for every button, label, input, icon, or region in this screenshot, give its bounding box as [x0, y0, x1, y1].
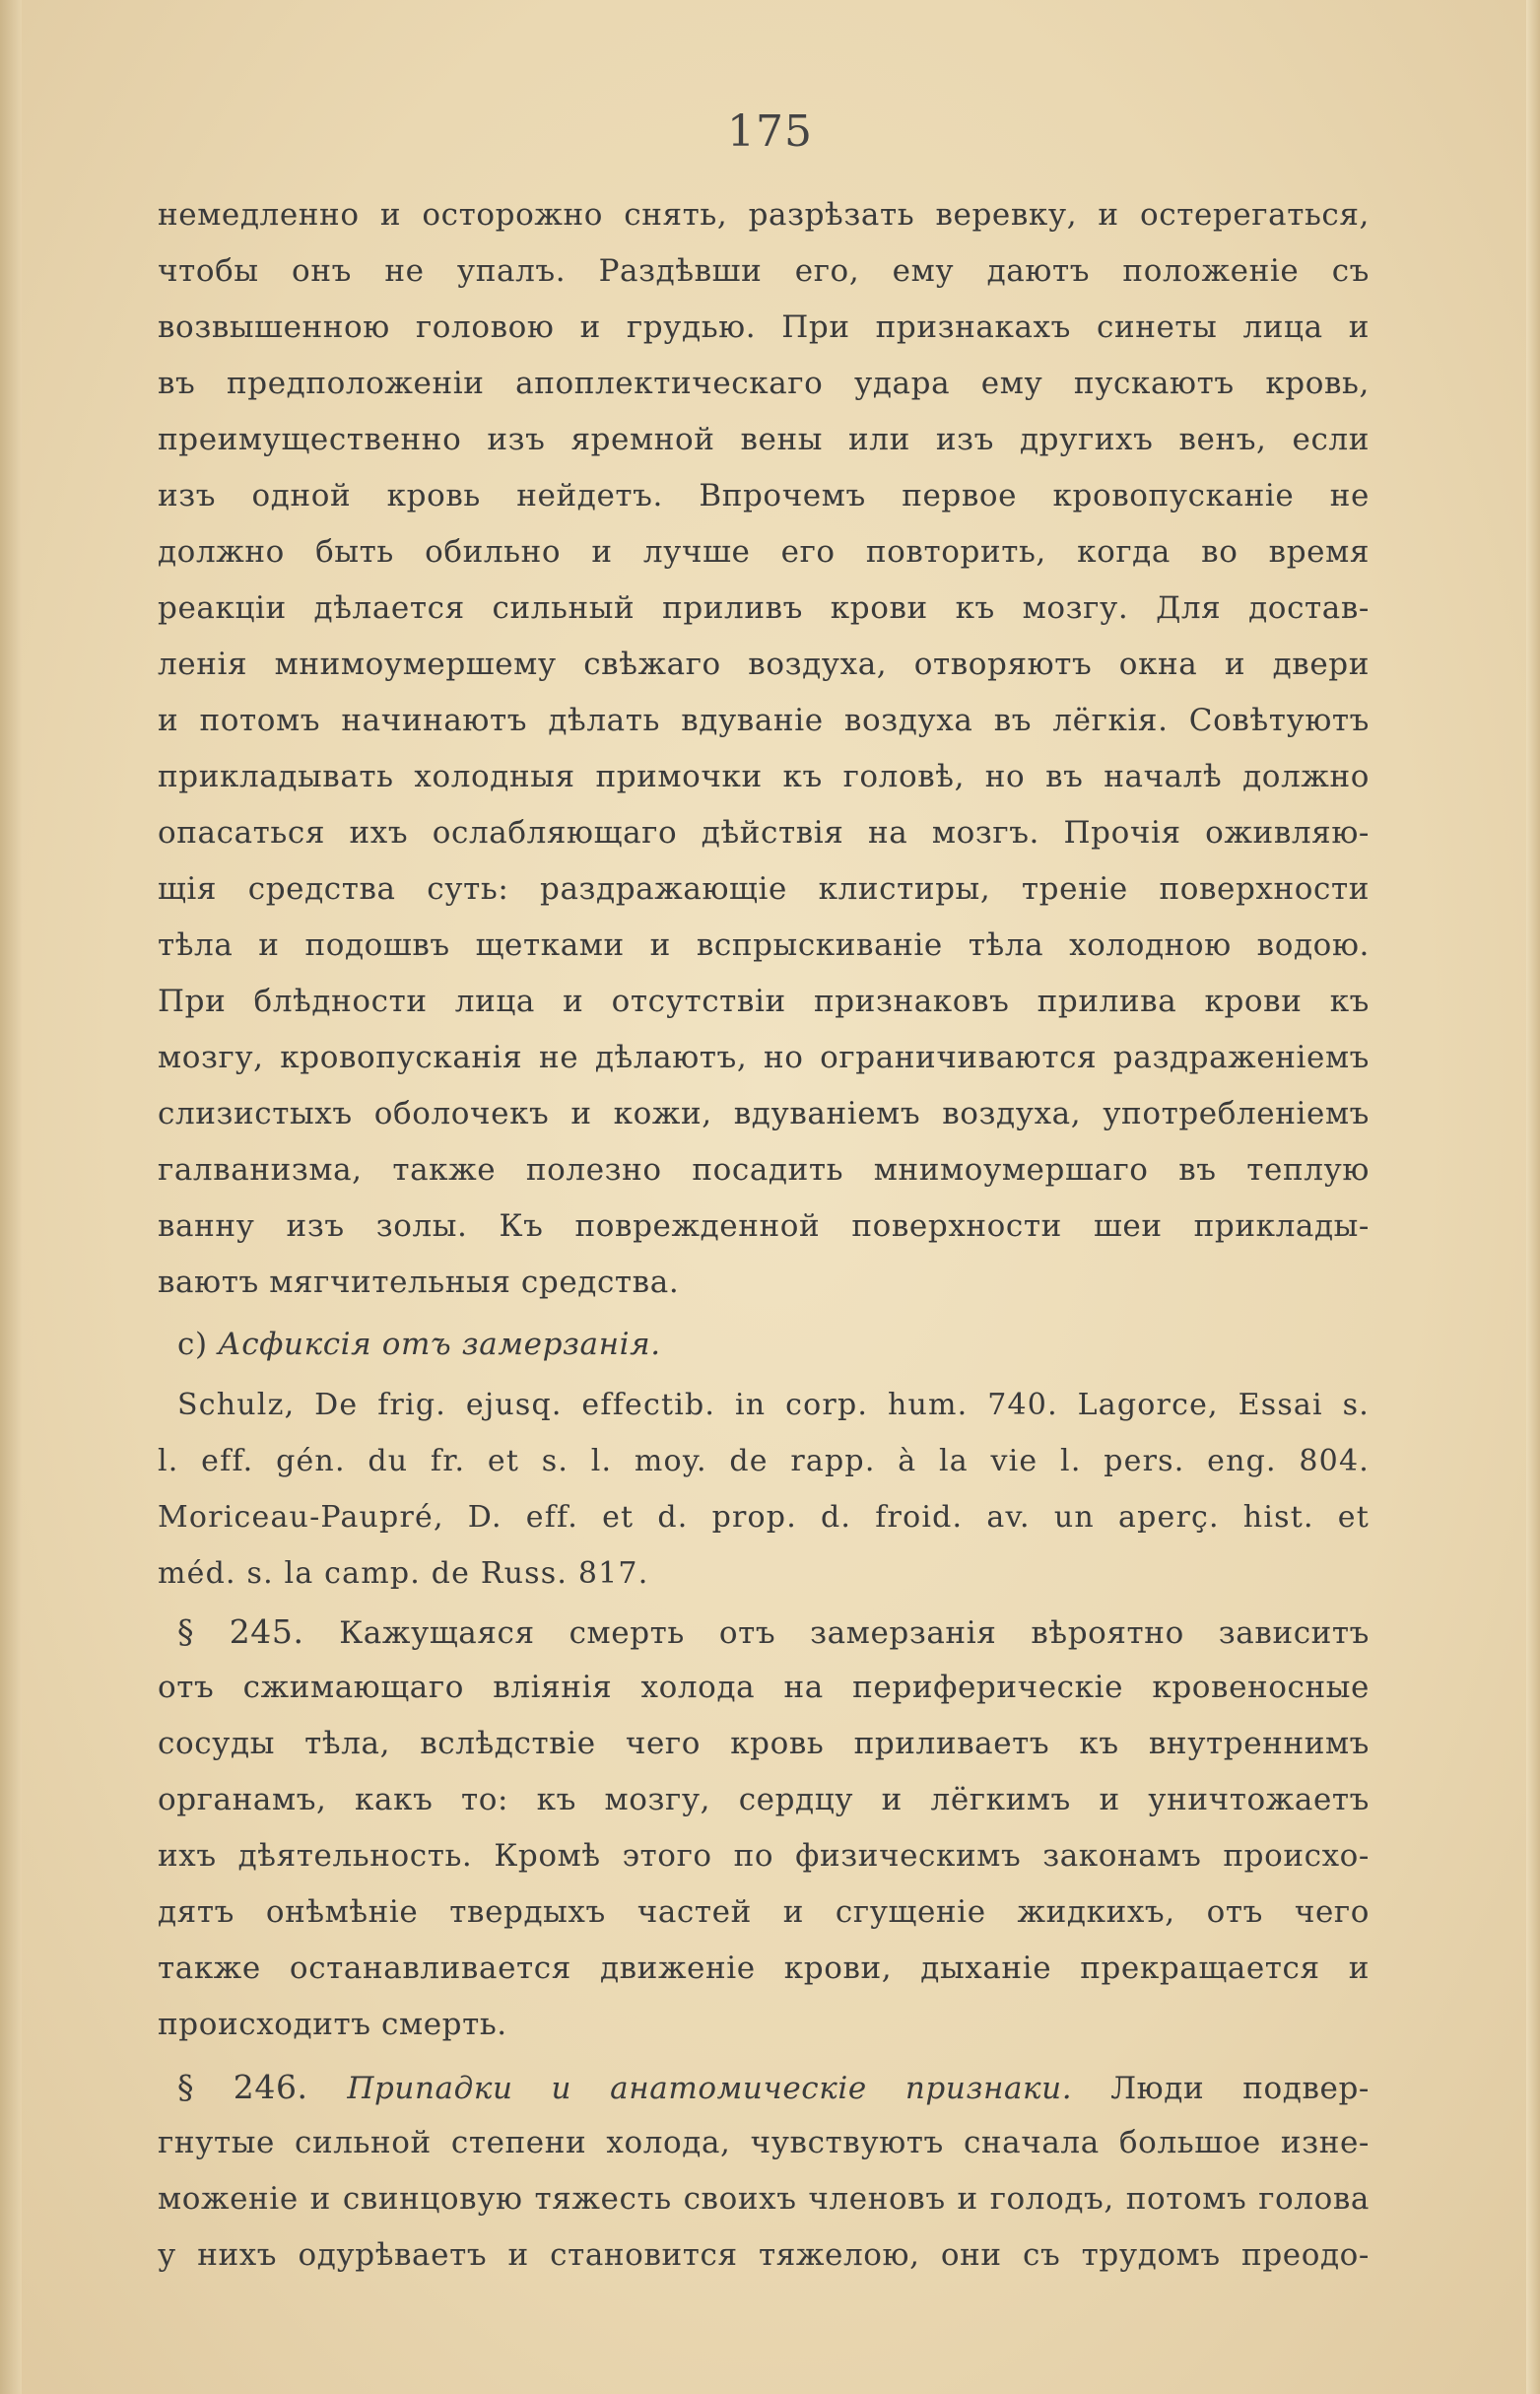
paragraph-heading: Припадки и анатомическіе признаки.	[347, 2071, 1111, 2106]
text-line	[158, 1604, 1370, 1660]
text-line: немедленно и осторожно снять, разрѣзать веревку, и остерегаться,	[158, 197, 1370, 233]
section-c-letter: c)	[177, 1327, 208, 1362]
text-line: мозгу, кровопусканія не дѣлаютъ, но ограничиваются раздраженіемъ	[158, 1040, 1370, 1075]
text-line: органамъ, какъ то: къ мозгу, сердцу и лёгкимъ и уничтожаетъ	[158, 1782, 1370, 1817]
text-line: также останавливается движеніе крови, дыханіе прекращается и	[158, 1950, 1370, 1986]
references	[158, 1377, 1370, 1602]
text-line: изъ одной кровь нейдетъ. Впрочемъ первое кровопусканіе не	[158, 478, 1370, 513]
page-number: 175	[727, 106, 813, 157]
text-line: ванну изъ золы. Къ поврежденной поверхности шеи приклады-	[158, 1208, 1370, 1244]
paragraph-245	[158, 1604, 1370, 2053]
text-line: у нихъ одурѣваетъ и становится тяжелою, они съ трудомъ преодо-	[158, 2237, 1370, 2273]
section-c-heading	[158, 1317, 1370, 1373]
text-line: сосуды тѣла, вслѣдствіе чего кровь приливаетъ къ внутреннимъ	[158, 1726, 1370, 1761]
paragraph-1	[158, 187, 1370, 1311]
text-line: тѣла и подошвъ щетками и вспрыскиваніе тѣла холодною водою.	[158, 927, 1370, 963]
reference-line: Moriceau-Paupré, D. eff. et d. prop. d. froid. av. un aperç. hist. et	[158, 1500, 1370, 1535]
reference-line: l. eff. gén. du fr. et s. l. moy. de rapp. à la vie l. pers. eng. 804.	[158, 1444, 1370, 1478]
text-line: преимущественно изъ яремной вены или изъ другихъ венъ, если	[158, 422, 1370, 457]
text-line: ленія мнимоумершему свѣжаго воздуха, отворяютъ окна и двери	[158, 647, 1370, 682]
reference-line: Schulz, De frig. ejusq. effectib. in corp. hum. 740. Lagorce, Essai s.	[177, 1388, 1370, 1422]
paragraph-number: § 245.	[177, 1612, 340, 1651]
text-line: возвышенною головою и грудью. При признакахъ синеты лица и	[158, 309, 1370, 345]
paragraph-number: § 246.	[177, 2068, 348, 2106]
text-span: Люди подвер-	[1110, 2071, 1370, 2106]
text-line: ваютъ мягчительныя средства.	[158, 1265, 680, 1300]
page-body	[158, 187, 1370, 2284]
page-edge-left	[0, 0, 22, 2394]
text-line	[158, 2059, 1370, 2115]
page-edge-right	[1526, 0, 1540, 2394]
text-line: При блѣдности лица и отсутствіи признаковъ прилива крови къ	[158, 984, 1370, 1019]
reference-line: méd. s. la camp. de Russ. 817.	[158, 1556, 649, 1591]
text-line: опасаться ихъ ослабляющаго дѣйствія на мозгъ. Прочія оживляю-	[158, 815, 1370, 851]
text-span: Кажущаяся смерть отъ замерзанія вѣроятно зависитъ	[339, 1615, 1370, 1651]
text-line: чтобы онъ не упалъ. Раздѣвши его, ему даютъ положеніе съ	[158, 253, 1370, 289]
text-line: дятъ онѣмѣніе твердыхъ частей и сгущеніе жидкихъ, отъ чего	[158, 1894, 1370, 1930]
text-line: галванизма, также полезно посадить мнимоумершаго въ теплую	[158, 1152, 1370, 1188]
text-line: слизистыхъ оболочекъ и кожи, вдуваніемъ воздуха, употребленіемъ	[158, 1096, 1370, 1131]
section-c-title: Асфиксія отъ замерзанія.	[218, 1327, 661, 1362]
text-line: прикладывать холодныя примочки къ головѣ, но въ началѣ должно	[158, 759, 1370, 794]
text-line: гнутые сильной степени холода, чувствуютъ сначала большое изне-	[158, 2125, 1370, 2160]
text-line: въ предположеніи апоплектическаго удара ему пускаютъ кровь,	[158, 366, 1370, 401]
text-line: щія средства суть: раздражающіе клистиры, треніе поверхности	[158, 871, 1370, 907]
text-line: отъ сжимающаго вліянія холода на периферическіе кровеносные	[158, 1670, 1370, 1705]
text-line: должно быть обильно и лучше его повторить, когда во время	[158, 534, 1370, 570]
text-line: ихъ дѣятельность. Кромѣ этого по физическимъ законамъ происхо-	[158, 1838, 1370, 1874]
paragraph-246	[158, 2059, 1370, 2284]
text-line: и потомъ начинаютъ дѣлать вдуваніе воздуха въ лёгкія. Совѣтуютъ	[158, 703, 1370, 738]
text-line: происходитъ смерть.	[158, 2007, 507, 2042]
text-line: реакціи дѣлается сильный приливъ крови къ мозгу. Для достав-	[158, 590, 1370, 626]
text-line: моженіе и свинцовую тяжесть своихъ членовъ и голодъ, потомъ голова	[158, 2181, 1370, 2217]
